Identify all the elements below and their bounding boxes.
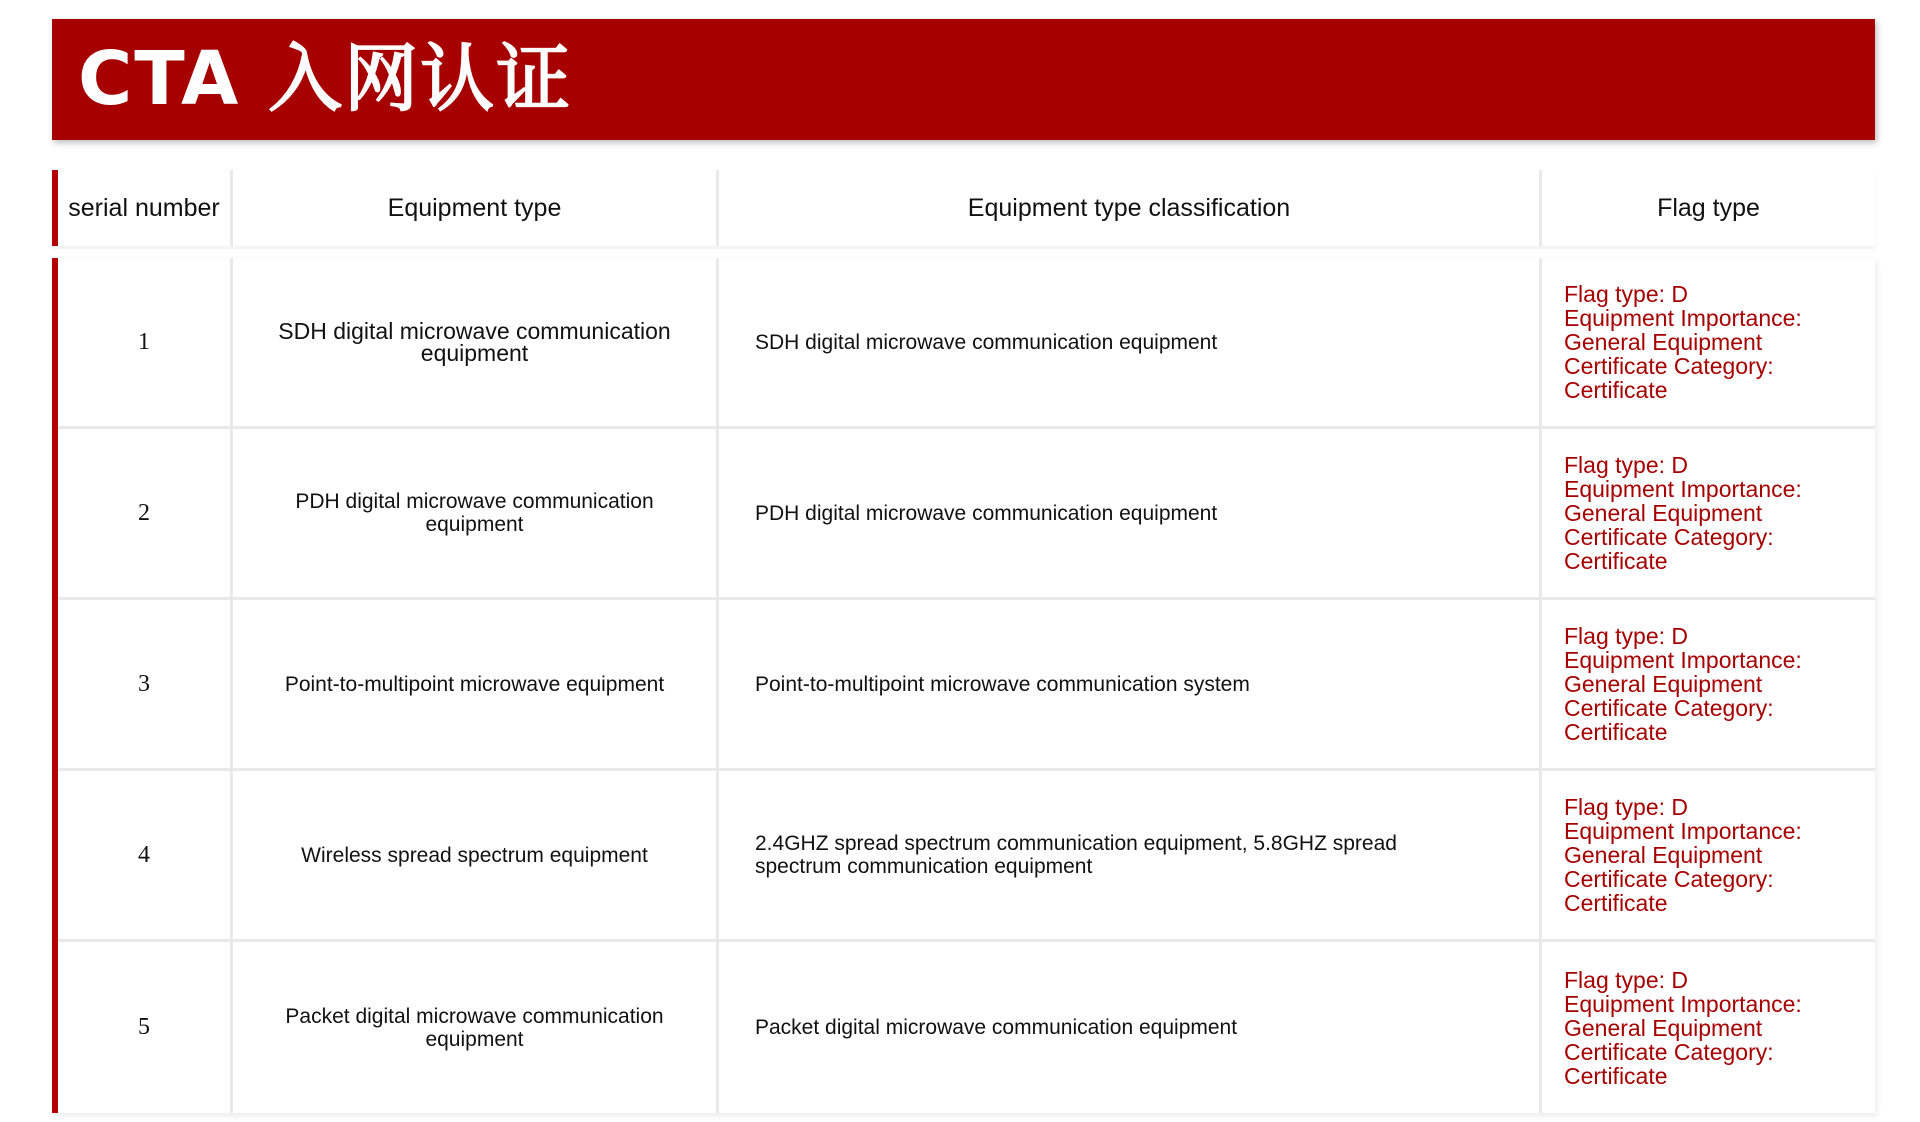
flag-line: General Equipment: [1564, 842, 1763, 868]
flag-line: Certificate Category:: [1564, 1038, 1774, 1065]
flag-type-cell: [1542, 258, 1875, 426]
flag-line: Certificate Category:: [1564, 524, 1774, 550]
equipment-type-cell: PDH digital microwave communication equipment: [233, 429, 719, 597]
flag-line: General Equipment: [1564, 329, 1763, 355]
table-row: [58, 600, 1875, 771]
flag-type-cell: [1542, 942, 1875, 1113]
equipment-type-cell: Packet digital microwave communication equipment: [233, 942, 719, 1113]
table-row: [58, 258, 1875, 429]
flag-line: Certificate: [1564, 1062, 1668, 1089]
serial-cell: 3: [58, 600, 233, 768]
header-classification: Equipment type classification: [719, 170, 1542, 246]
title-banner: [52, 19, 1875, 140]
table-body: [52, 258, 1875, 1113]
equipment-type-cell: Point-to-multipoint microwave equipment: [233, 600, 719, 768]
flag-type-text: [1564, 968, 1802, 1088]
flag-type-text: [1564, 795, 1802, 915]
serial-cell: 5: [58, 942, 233, 1113]
flag-line: Equipment Importance:: [1564, 647, 1802, 673]
table-row: [58, 771, 1875, 942]
flag-type-text: [1564, 624, 1802, 744]
flag-line: Certificate: [1564, 548, 1668, 574]
serial-cell: 4: [58, 771, 233, 939]
header-flag-type: Flag type: [1657, 193, 1760, 222]
flag-line: Certificate Category:: [1564, 353, 1774, 379]
flag-type-cell: [1542, 429, 1875, 597]
flag-line: General Equipment: [1564, 671, 1763, 697]
flag-line: Equipment Importance:: [1564, 476, 1802, 502]
flag-line: Certificate: [1564, 377, 1668, 403]
flag-line: General Equipment: [1564, 1014, 1763, 1041]
header-serial-number: serial number: [58, 170, 233, 246]
flag-line: Equipment Importance:: [1564, 305, 1802, 331]
flag-line: Certificate Category:: [1564, 866, 1774, 892]
flag-line: Flag type: D: [1564, 281, 1688, 307]
classification-cell: Packet digital microwave communication equipment: [719, 942, 1542, 1113]
classification-cell: PDH digital microwave communication equipment: [719, 429, 1542, 597]
flag-line: Flag type: D: [1564, 452, 1688, 478]
equipment-type-cell: SDH digital microwave communication equipment: [233, 258, 719, 426]
classification-cell: 2.4GHZ spread spectrum communication equipment, 5.8GHZ spread spectrum communication equipment: [719, 771, 1542, 939]
classification-cell: Point-to-multipoint microwave communication system: [719, 600, 1542, 768]
serial-cell: 1: [58, 258, 233, 426]
table-header-row: [52, 170, 1875, 246]
flag-line: Certificate Category:: [1564, 695, 1774, 721]
equipment-type-cell: Wireless spread spectrum equipment: [233, 771, 719, 939]
classification-cell: SDH digital microwave communication equipment: [719, 258, 1542, 426]
flag-type-text: [1564, 282, 1802, 402]
flag-type-text: [1564, 453, 1802, 573]
flag-line: Equipment Importance:: [1564, 818, 1802, 844]
flag-line: General Equipment: [1564, 500, 1763, 526]
table-row: [58, 942, 1875, 1113]
flag-line: Certificate: [1564, 719, 1668, 745]
serial-cell: 2: [58, 429, 233, 597]
flag-line: Flag type: D: [1564, 794, 1688, 820]
flag-line: Flag type: D: [1564, 623, 1688, 649]
flag-line: Flag type: D: [1564, 966, 1688, 993]
flag-line: Certificate: [1564, 890, 1668, 916]
table-row: [58, 429, 1875, 600]
header-equipment-type: Equipment type: [233, 170, 719, 246]
flag-line: Equipment Importance:: [1564, 990, 1802, 1017]
page-title: CTA 入网认证: [78, 36, 573, 122]
flag-type-cell: [1542, 771, 1875, 939]
flag-type-cell: [1542, 600, 1875, 768]
